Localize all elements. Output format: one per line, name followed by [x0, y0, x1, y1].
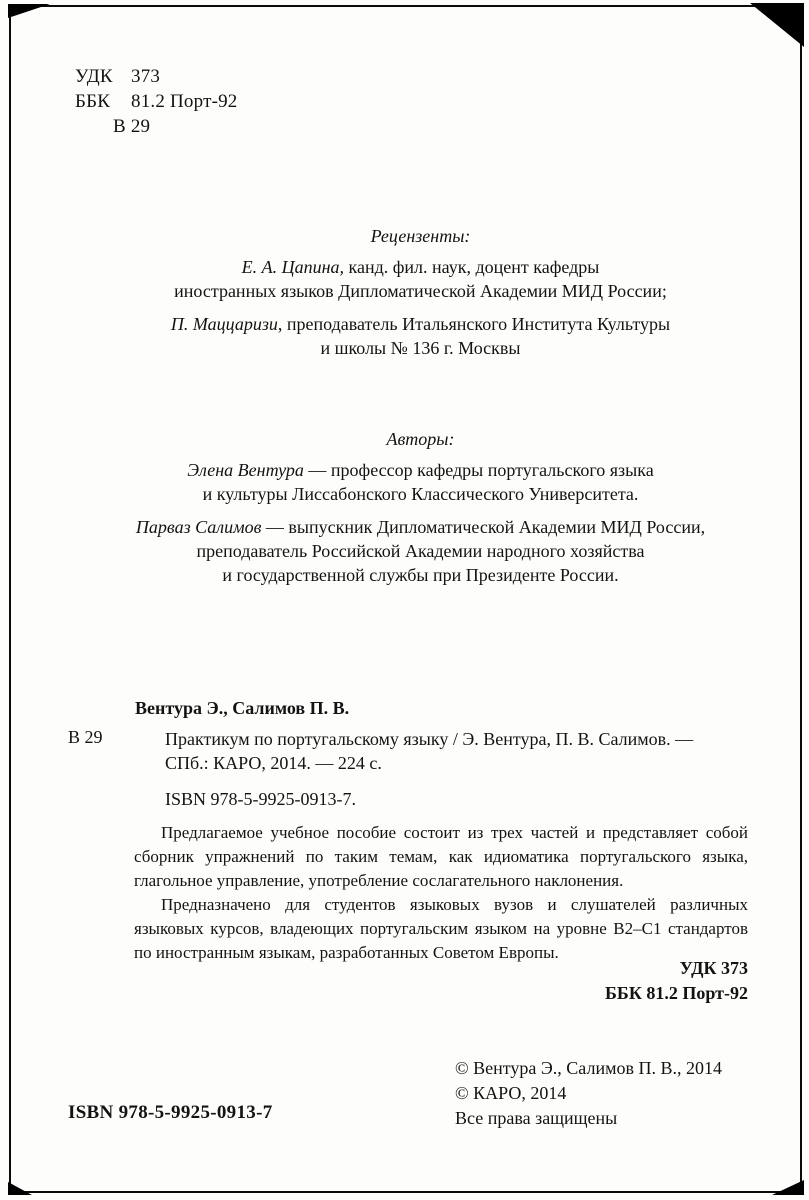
bottom-codes-block: [605, 956, 748, 1006]
reviewer-1-name: Е. А. Цапина,: [241, 257, 344, 277]
catalog-entry: [165, 727, 759, 775]
annotation-block: [134, 821, 748, 965]
scan-border: [9, 5, 802, 1193]
reviewers-heading: Рецензенты:: [370, 226, 471, 246]
udk-line: [75, 64, 238, 89]
copyright-authors: © Вентура Э., Салимов П. В., 2014: [455, 1058, 722, 1078]
udk-label: УДК: [75, 66, 113, 87]
reviewer-2-title: , преподаватель Итальянского Института Культуры: [277, 314, 671, 334]
reviewer-1-line-2: иностранных языков Дипломатической Академии МИД России;: [174, 281, 667, 301]
author-2-line-2: преподаватель Российской Академии народного хозяйства: [196, 541, 645, 561]
scan-artifact-bottom-left: [8, 1182, 32, 1195]
top-codes-block: [75, 64, 238, 139]
reviewer-2-line-2: и школы № 136 г. Москвы: [320, 338, 521, 358]
bbk-label: ББК: [75, 91, 111, 112]
bbk-line: [75, 89, 238, 114]
catalog-authors: Вентура Э., Салимов П. В.: [135, 698, 350, 718]
scan-artifact-bottom-right: [772, 1180, 804, 1195]
catalog-isbn: ISBN 978-5-9925-0913-7.: [165, 789, 356, 809]
author-1-line-1: [60, 458, 781, 482]
author-2: [60, 515, 781, 587]
author-1-title: — профессор кафедры португальского языка: [303, 460, 654, 480]
udk-bottom: УДК 373: [679, 958, 748, 978]
authors-heading: Авторы:: [386, 429, 455, 449]
udk-value: 373: [131, 66, 161, 87]
author-1-line-2: и культуры Лиссабонского Классического Университета.: [202, 484, 639, 504]
isbn-bottom: ISBN 978-5-9925-0913-7: [68, 1102, 273, 1123]
author-2-name: Парваз Салимов: [135, 517, 262, 537]
bbk-bottom: ББК 81.2 Порт-92: [605, 983, 748, 1003]
reviewer-2: [60, 312, 781, 360]
scan-artifact-top-right: [750, 3, 804, 47]
annotation-paragraph-1: Предлагаемое учебное пособие состоит из трех частей и представляет собой сборник упражнений по таким темам, как идиоматика португальского языка, глагольное управление, употребление сослагательного наклонения.: [134, 823, 748, 890]
bbk-value: 81.2 Порт-92: [131, 91, 238, 112]
reviewers-block: [60, 224, 781, 360]
copyright-block: [455, 1056, 722, 1131]
author-1: [60, 458, 781, 506]
reviewer-2-line-1: [60, 312, 781, 336]
author-2-line-1: [60, 515, 781, 539]
author-1-name: Элена Вентура: [187, 460, 304, 480]
catalog-code: В 29: [68, 727, 103, 747]
copyright-publisher: © КАРО, 2014: [455, 1083, 567, 1103]
book-code: В 29: [113, 116, 151, 137]
reviewer-2-name: П. Маццаризи: [170, 314, 278, 334]
reviewer-1-line-1: [60, 255, 781, 279]
catalog-entry-line-2: СПб.: КАРО, 2014. — 224 с.: [165, 753, 382, 773]
author-2-line-3: и государственной службы при Президенте России.: [222, 565, 619, 585]
rights-reserved: Все права защищены: [455, 1108, 618, 1128]
scan-artifact-top-left: [8, 4, 50, 18]
reviewer-1-title: канд. фил. наук, доцент кафедры: [344, 257, 600, 277]
author-2-title: — выпускник Дипломатической Академии МИД России,: [261, 517, 706, 537]
reviewer-1: [60, 255, 781, 303]
annotation-paragraph-2: Предназначено для студентов языковых вузов и слушателей различных языковых курсов, владеющих португальским языком на уровне B2–C1 стандартов по иностранным языкам, разработанных Советом Европы.: [134, 895, 748, 962]
authors-block: [60, 427, 781, 587]
catalog-entry-line-1: Практикум по португальскому языку / Э. Вентура, П. В. Салимов. —: [165, 729, 694, 749]
